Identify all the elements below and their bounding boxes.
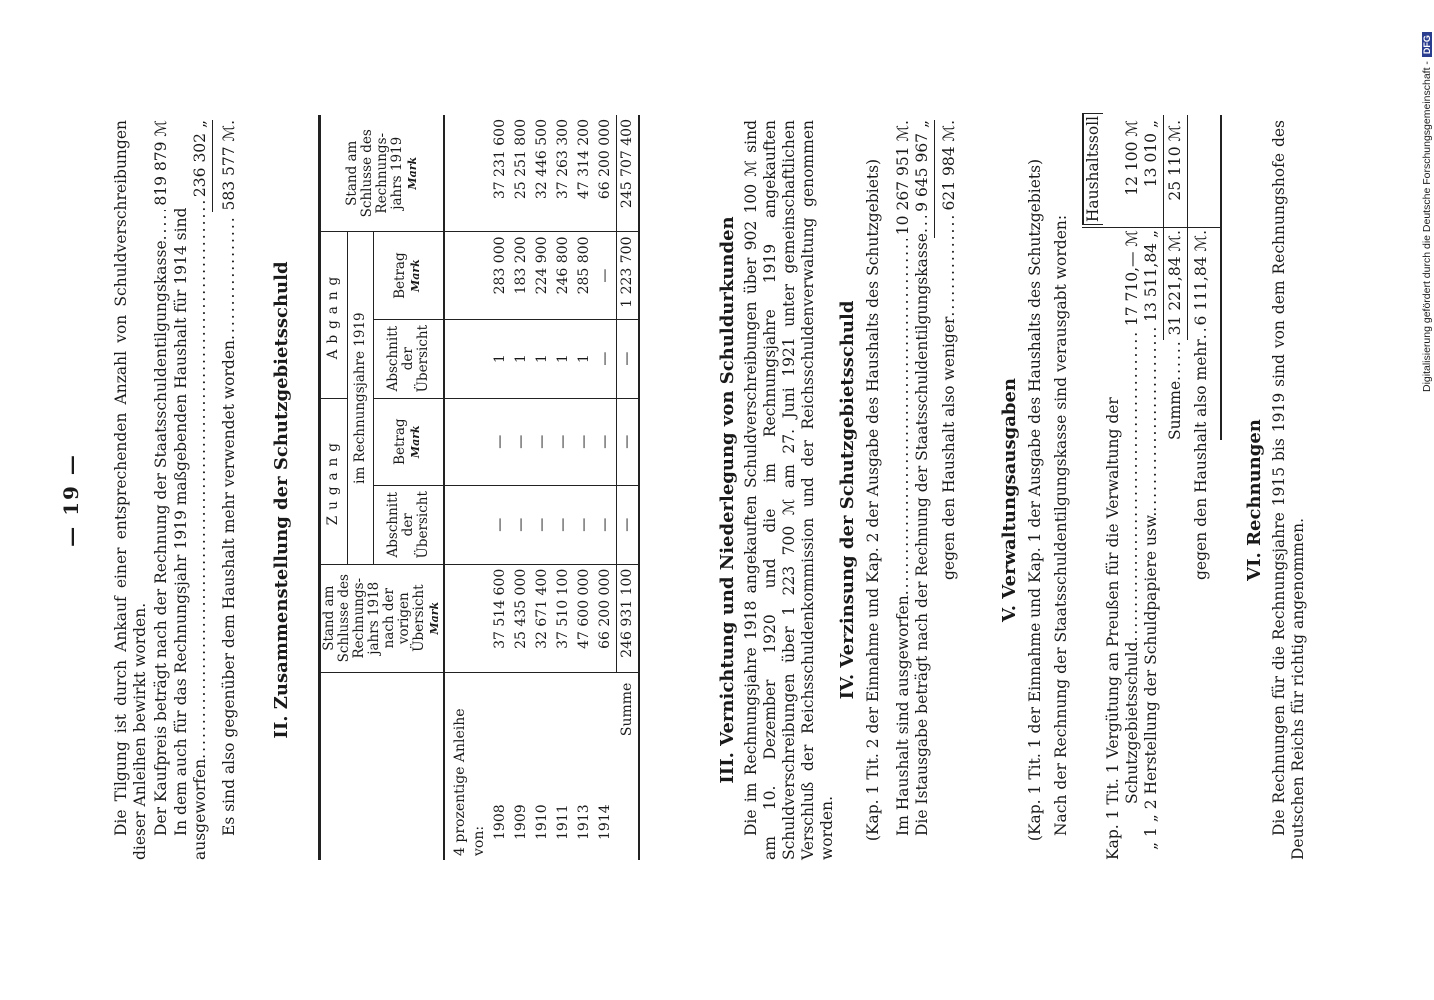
section4-subheading: (Kap. 1 Tit. 2 der Einnahme und Kap. 2 der Ausgabe des Haushalts des Schutzgebiets) (864, 158, 882, 842)
intro-line-mehr (220, 120, 239, 836)
intro-line-kaufpreis (152, 120, 171, 860)
table-row: 1911 37 510 100 — — 1 246 800 37 263 300 (553, 115, 574, 860)
table-row: 1908 37 514 600 — — 1 283 000 37 231 600 (490, 115, 511, 860)
page-number: — 19 — (59, 453, 83, 547)
col-ab-betrag-mark: Mark (409, 259, 423, 292)
table-row: 1909 25 435 000 — — 1 183 200 25 251 800 (511, 115, 532, 860)
section4-line3: gegen den Haushalt also weniger ..... 621 984 ℳ. (940, 120, 959, 580)
section5-sum-soll: 25 110 ℳ. (1166, 120, 1184, 201)
dfg-logo: DFG (1422, 32, 1432, 57)
section4-rule (934, 120, 935, 238)
summary-table-container (318, 115, 640, 860)
section4-line2: Die Istausgabe beträgt nach der Rechnung der Staatsschuldentilgungskasse ..... 9 645 967 „ (913, 120, 932, 860)
section5-sum-line: Summe ..... 31 221,84 ℳ. (1166, 230, 1185, 440)
col-stand-prev-mark: Mark (428, 601, 441, 635)
section5-item1-soll: 12 100 ℳ (1123, 120, 1141, 196)
section4-line2-value: 9 645 967 „ (913, 120, 931, 212)
section5-mehr-value: 6 111,84 ℳ. (1192, 230, 1210, 326)
col-zu-abschnitt: Abschnitt der Übersicht (373, 485, 444, 564)
section5-sum-rule (1163, 115, 1164, 340)
table-row: 1913 47 600 000 — — 1 285 800 47 314 200 (574, 115, 595, 860)
haushaltsoll-rule (1082, 227, 1222, 228)
section4-line1-value: 10 267 951 ℳ. (894, 120, 912, 236)
col-zu-betrag: Betrag (392, 418, 409, 465)
section4-line1: Im Haushalt sind ausgeworfen ..... 10 267 951 ℳ. (894, 120, 913, 860)
section3-heading: III. Vernichtung und Niederlegung von Schuldurkunden (717, 216, 738, 784)
table-row: 1914 66 200 000 — — — — 66 200 000 (595, 115, 617, 860)
intro-line2-label-b: ausgeworfen (191, 758, 209, 860)
intro-line2-label-a: In dem auch für das Rechnungsjahr 1919 maßgebenden Haushalt für 1914 sind (172, 207, 190, 836)
section3-text: Die im Rechnungsjahre 1918 angekauften Schuldverschreibungen über 902 100 ℳ sind am 10. Dezember 1920 und die im Rechnungsjahre 1919 angekauften Schuldverschreibungen über 1 223 700 ℳ am 27. Juni 1921 unter gemeinschaftlichen Verschluß der Reichsschuldenkommission und der Reichsschuldenverwaltung genommen worden. (742, 120, 836, 860)
section2-heading: II. Zusammenstellung der Schutzgebietsschuld (271, 261, 292, 739)
section4-line3-value: 621 984 ℳ. (940, 120, 958, 211)
haushaltsoll-header: Haushaltssoll (1082, 113, 1103, 225)
row-group-label: 4 prozentige Anleihe von: (444, 672, 490, 860)
section5-mehr-line: gegen den Haushalt also mehr ..... 6 111,84 ℳ. (1192, 230, 1211, 580)
col-stand-end-mark: Mark (405, 156, 419, 190)
section5-heading: V. Verwaltungsausgaben (999, 377, 1020, 623)
col-ab-betrag: Betrag (392, 252, 409, 299)
section5-item1-line-a: Kap. 1 Tit. 1 Vergütung an Preußen für die Verwaltung der (1104, 397, 1122, 860)
section5-subheading: (Kap. 1 Tit. 1 der Einnahme und Kap. 1 der Ausgabe des Haushalts des Schutzgebiets) (1026, 158, 1044, 842)
intro-line3-value: 583 577 ℳ. (220, 120, 238, 211)
intro-paragraph: Die Tilgung ist durch Ankauf einer entsprechenden Anzahl von Schuldverschreibungen dieser Anleihen bewirkt worden. (112, 120, 149, 860)
section5-item2-soll: 13 010 „ (1142, 120, 1160, 188)
section6-text: Die Rechnungen für die Rechnungsjahre 1915 bis 1919 sind von dem Rechnungshofe des Deutschen Reichs für richtig angenommen. (1270, 120, 1307, 860)
col-zu-betrag-mark: Mark (409, 425, 423, 459)
section5-bottom-rule (1220, 115, 1222, 440)
col-abgang: Abgang (320, 232, 348, 398)
side-note (1418, 12, 1434, 392)
section6-heading: VI. Rechnungen (1244, 419, 1265, 581)
section5-sum-ist: 31 221,84 ℳ. (1166, 230, 1184, 336)
section5-sum-rule-2 (1187, 115, 1188, 340)
intro-line2-value: 236 302 „ (191, 120, 209, 198)
side-note-text: Digitalisierung gefördert durch die Deutsche Forschungsgemeinschaft - (1421, 61, 1433, 392)
col-stand-end: Stand am Schlusse des Rechnungs-jahrs 1919 (343, 129, 405, 218)
section5-intro: Nach der Rechnung der Staatsschuldentilgungskasse sind verausgabt worden: (1052, 214, 1070, 836)
col-stand-prev: Stand am Schlusse des Rechnungs-jahrs 1918 nach der vorigen Übersicht (321, 574, 427, 663)
intro-line-ausgeworfen (191, 120, 210, 860)
section5-item1-ist: 17 710,— ℳ (1123, 230, 1141, 327)
section5-item2-ist: 13 511,84 „ (1142, 230, 1160, 322)
section5-item2-line: „ 1 „ 2 Herstellung der Schuldpapiere usw. ..... 13 511,84 „ (1142, 230, 1161, 850)
col-ab-abschnitt: Abschnitt der Übersicht (373, 319, 444, 398)
table-sum-row: Summe 246 931 100 — — — 1 223 700 245 707 400 (617, 115, 640, 860)
summary-table (318, 115, 640, 860)
intro-line1-value: 819 879 ℳ (152, 120, 170, 206)
col-im-jahr: im Rechnungsjahre 1919 (347, 232, 373, 564)
table-row: 1910 32 671 400 — — 1 224 900 32 446 500 (532, 115, 553, 860)
intro-line3-label: Es sind also gegenüber dem Haushalt mehr verwendet worden (220, 340, 238, 836)
section5-item1-line-b: Schutzgebietsschuld ..... 17 710,— ℳ (1123, 230, 1142, 804)
intro-line1-label: Der Kaufpreis beträgt nach der Rechnung der Staatsschuldentilgungskasse (152, 240, 170, 836)
intro-rule (212, 120, 213, 212)
section4-heading: IV. Verzinsung der Schutzgebietsschuld (837, 300, 858, 700)
col-zugang: Zugang (320, 398, 348, 564)
